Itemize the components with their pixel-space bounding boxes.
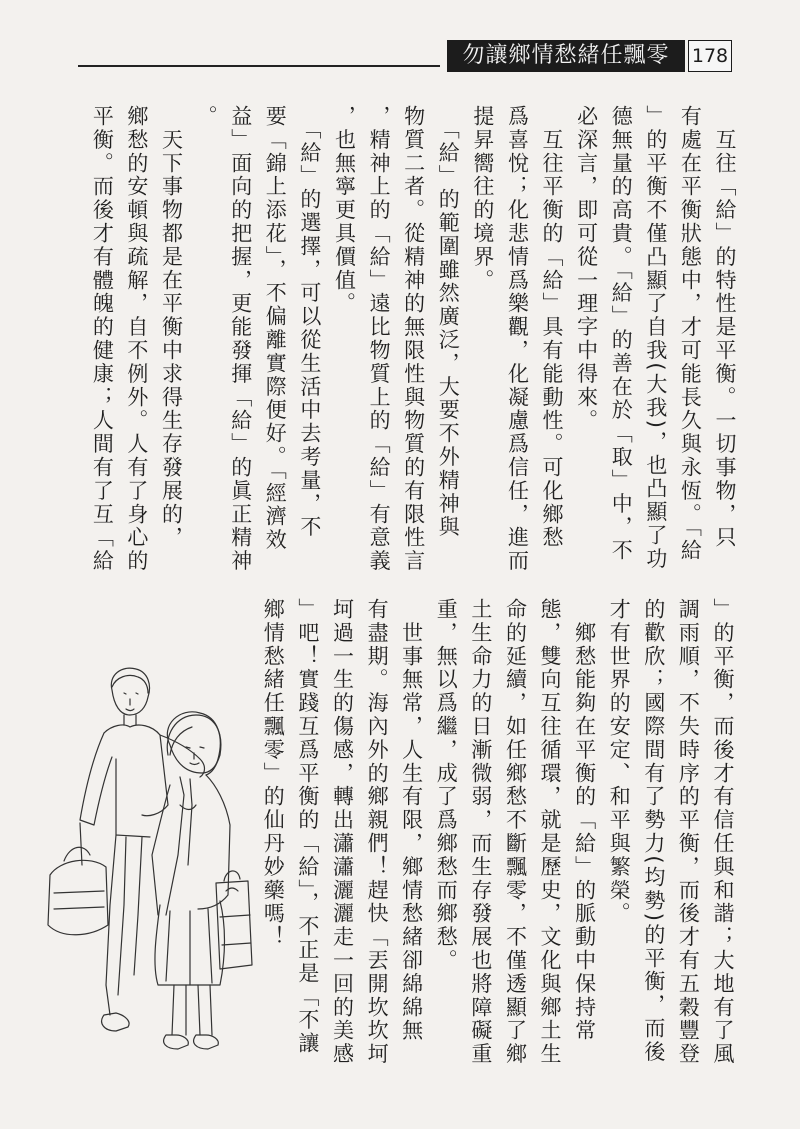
text-column: 有處在平衡狀態中，才可能長久與永恆。「給 [678,105,703,563]
text-column: 。 [194,105,219,129]
couple-with-luggage-illustration [20,655,255,1090]
text-column: 」吧！實踐互爲平衡的「給」，不正是「不讓 [295,598,320,1056]
text-column: 調雨順，不失時序的平衡，而後才有五穀豐登 [676,598,701,1066]
page-number: 178 [688,40,732,72]
text-column: 坷過一生的傷感，轉出瀟瀟灑灑走一回的美感 [330,598,355,1066]
text-column: 世事無常，人生有限，鄉情愁緒卻綿綿無 [399,598,424,1043]
text-column: 有盡期。海內外的鄉親們！趕快「丟開坎坎坷 [365,598,390,1066]
text-column: 「給」的選擇，可以從生活中去考量，不 [297,105,322,540]
text-column: 要「錦上添花」，不偏離實際便好。「經濟效 [263,105,288,552]
text-column: 」的平衡不僅凸顯了自我(大我)，也凸顯了功 [643,105,668,571]
text-column: 才有世界的安定、和平與繁榮。 [607,598,632,926]
text-column: 德無量的高貴。「給」的善在於「取」中，不 [609,105,634,563]
text-column: 「給」的範圍雖然廣泛，大要不外精神與 [436,105,461,540]
text-column: ，精神上的「給」遠比物質上的「給」有意義 [367,105,392,573]
lower-text-block [230,598,740,1068]
header-rule [78,65,440,67]
upper-text-block [72,105,742,595]
text-column: 平衡。而後才有體魄的健康；人間有了互「給 [90,105,115,573]
text-column: 土生命力的日漸微弱，而生存發展也將障礙重 [468,598,493,1066]
text-column: 」的平衡，而後才有信任與和諧；大地有了風 [711,598,735,1066]
text-column: 互往「給」的特性是平衡。一切事物，只 [713,105,737,550]
text-column: 益」面向的把握，更能發揮「給」的眞正精神 [228,105,253,573]
text-column: 命的延續，如任鄉愁不斷飄零，不僅透顯了鄉 [503,598,528,1066]
text-column: 爲喜悅；化悲情爲樂觀，化凝慮爲信任，進而 [505,105,530,573]
text-column: 鄉情愁緒任飄零」的仙丹妙藥嗎！ [261,598,286,949]
text-column: 重，無以爲繼，成了爲鄉愁而鄉愁。 [434,598,459,973]
text-column: 態，雙向互往循環，就是歷史，文化與鄉土生 [538,598,563,1066]
text-column: 提昇嚮往的境界。 [470,105,495,293]
text-column: 物質二者。從精神的無限性與物質的有限性言 [401,105,426,573]
text-column: 的歡欣；國際間有了勢力(均勢)的平衡，而後 [641,598,666,1064]
text-column: 必深言，即可從一理字中得來。 [574,105,599,433]
text-column: 鄉愁的安頓與疏解，自不例外。人有了身心的 [124,105,149,573]
text-column: 鄉愁能夠在平衡的「給」的脈動中保持常 [572,598,597,1043]
chapter-title: 勿讓鄉情愁緒任飄零 [447,40,685,72]
text-column: 天下事物都是在平衡中求得生存發展的， [159,105,184,550]
text-column: ，也無寧更具價值。 [332,105,357,316]
text-column: 互往平衡的「給」具有能動性。可化鄉愁 [540,105,565,550]
